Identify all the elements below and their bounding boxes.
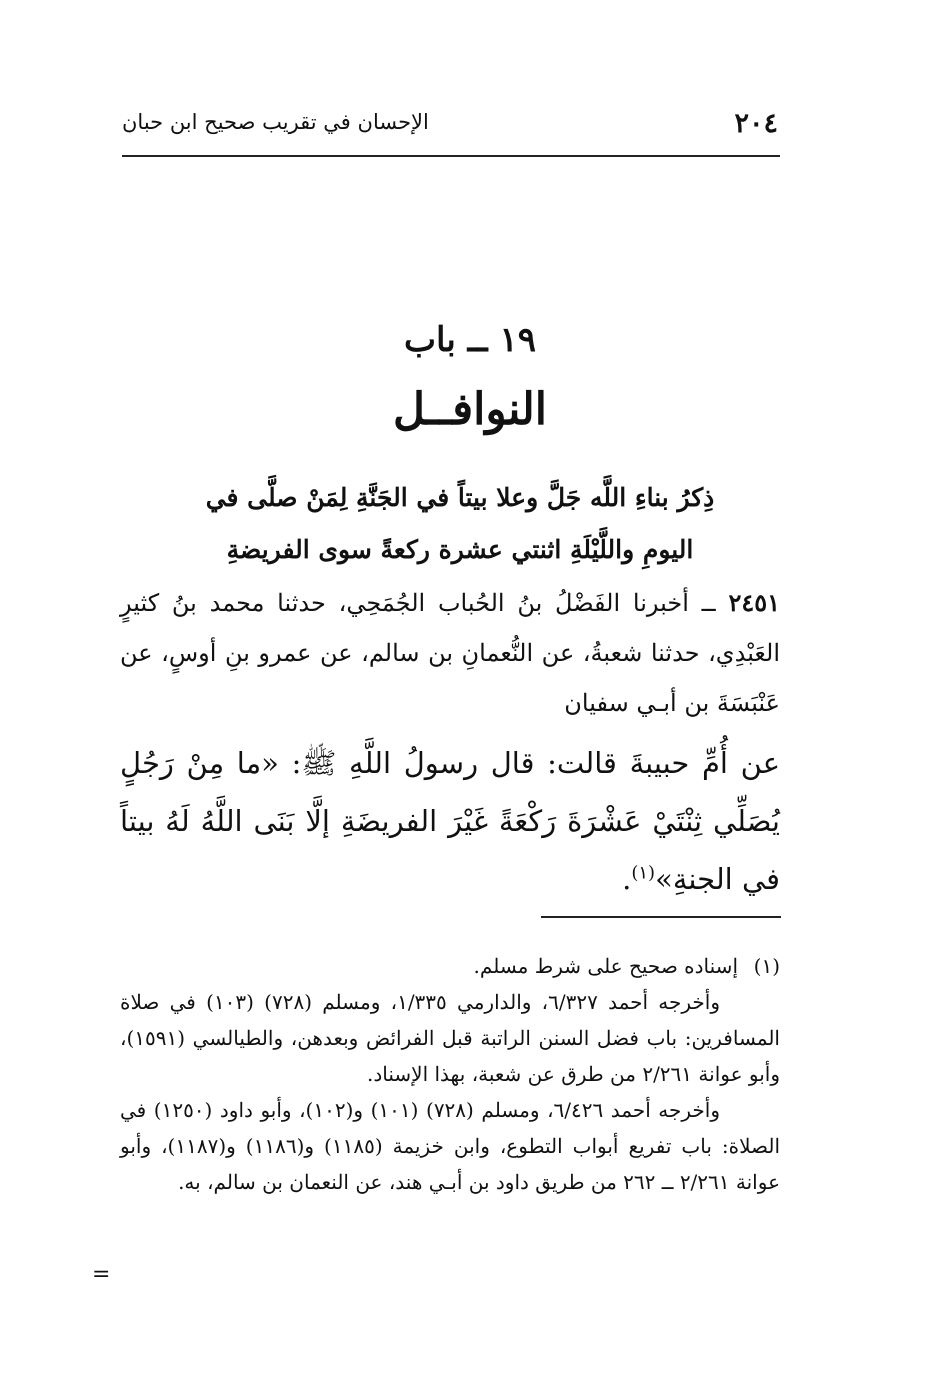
hadith-matn	[120, 734, 780, 908]
footnote-1-para-2: وأخرجه أحمد ٦/٣٢٧، والدارمي ١/٣٣٥، ومسلم (٧٢٨) (١٠٣) في صلاة المسافرين: باب فضل السنن الراتبة قبل الفرائض وبعدهن، والطيالسي (١٥٩١)، وأبو عوانة ٢/٢٦١ من طرق عن شعبة، بهذا الإسناد.	[120, 990, 780, 1086]
section-heading	[180, 472, 740, 576]
footnote-label: (١)	[753, 954, 780, 978]
running-title: الإحسان في تقريب صحيح ابن حبان	[122, 110, 429, 134]
footnote-1-para-1	[120, 948, 780, 984]
page-number: ٢٠٤	[734, 108, 778, 139]
header-rule	[122, 155, 780, 157]
footnotes	[120, 948, 780, 1200]
footnote-text-1: إسناده صحيح على شرط مسلم.	[473, 954, 738, 978]
hadith-isnad	[120, 578, 780, 728]
section-heading-line-2: اليومِ واللَّيْلَةِ اثنتي عشرة ركعةً سوى الفريضةِ	[226, 535, 694, 564]
matn-text: عن أُمِّ حبيبةَ قالت: قال رسولُ اللَّهِ ﷺ: «ما مِنْ رَجُلٍ يُصَلِّي ثِنْتَيْ عَشْرَةَ رَكْعَةً غَيْرَ الفريضَةِ إلَّا بَنَى اللَّهُ لَهُ بيتاً في الجنةِ»	[120, 746, 780, 896]
footnote-1-para-3: وأخرجه أحمد ٦/٤٢٦، ومسلم (٧٢٨) (١٠١) و(١٠٢)، وأبو داود (١٢٥٠) في الصلاة: باب تفريع أبواب التطوع، وابن خزيمة (١١٨٥) و(١١٨٦) و(١١٨٧)، وأبو عوانة ٢/٢٦١ ــ ٢٦٢ من طريق داود بن أبـي هند، عن النعمان بن سالم، به.	[120, 1098, 781, 1194]
footnote-reference[interactable]: (١)	[631, 862, 656, 884]
chapter-title: النوافــل	[393, 384, 547, 435]
section-heading-line-1: ذِكرُ بناءِ اللَّه جَلَّ وعلا بيتاً في الجَنَّةِ لِمَنْ صلَّى في	[205, 483, 715, 512]
chapter-number: ١٩ ــ باب	[404, 320, 536, 360]
continuation-mark: =	[92, 1262, 111, 1287]
matn-end: .	[622, 862, 632, 896]
hadith-number: ٢٤٥١	[728, 588, 781, 617]
footnote-rule	[541, 916, 781, 918]
page-header	[122, 108, 778, 148]
isnad-text: ــ أخبرنا الفَضْلُ بنُ الحُباب الجُمَحِي، حدثنا محمد بنُ كثيرٍ العَبْدِي، حدثنا شعبةُ، عن النُّعمانِ بن سالم، عن عمرو بنِ أوسٍ، عن عَنْبَسَةَ بن أبـي سفيان	[120, 589, 780, 717]
